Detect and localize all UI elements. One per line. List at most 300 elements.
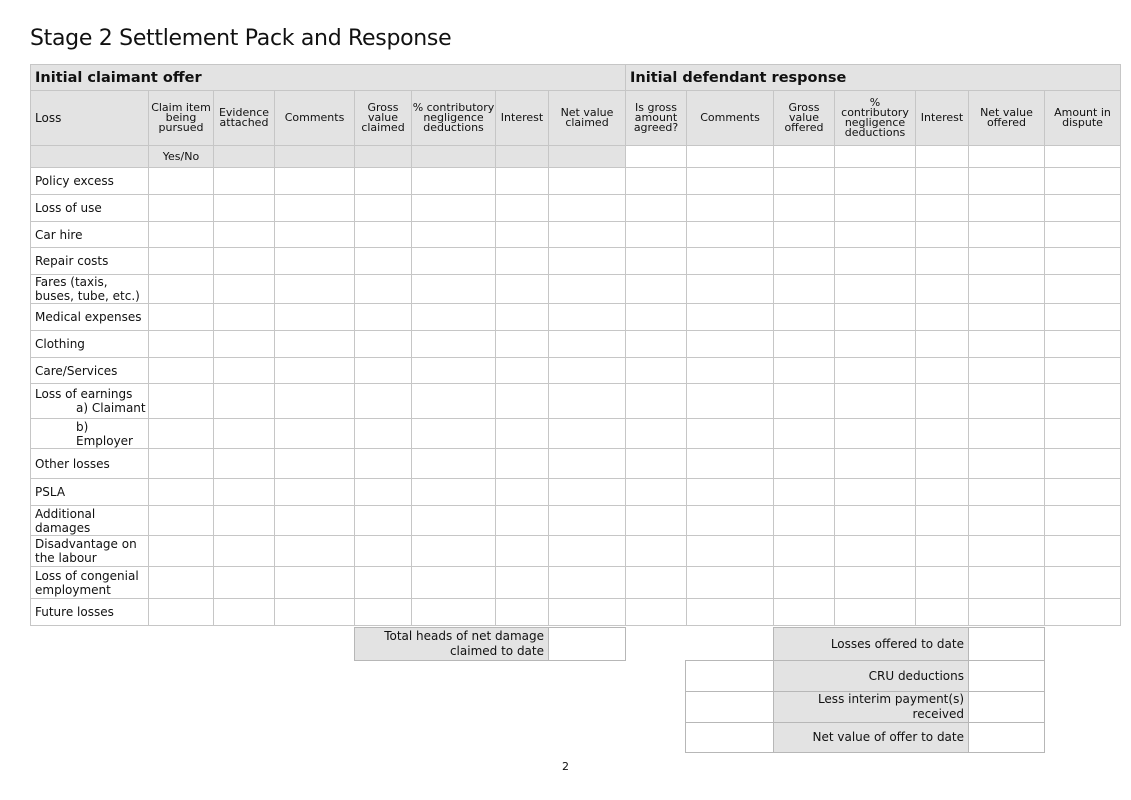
entry-cell[interactable]: [1045, 358, 1121, 384]
entry-cell[interactable]: [355, 222, 412, 248]
entry-cell[interactable]: [626, 536, 687, 567]
entry-cell[interactable]: [835, 222, 916, 248]
row-sublabel-text: a) Claimant: [76, 401, 146, 415]
col-contributory-defendant: % contributory negligence deductions: [835, 91, 916, 146]
table-row: [31, 195, 1121, 222]
table-row: [31, 358, 1121, 384]
entry-cell[interactable]: [149, 168, 214, 195]
entry-cell[interactable]: [214, 449, 275, 479]
entry-cell[interactable]: [1045, 536, 1121, 567]
entry-cell[interactable]: [1045, 599, 1121, 626]
entry-cell[interactable]: [687, 275, 774, 304]
entry-cell[interactable]: [214, 358, 275, 384]
entry-cell[interactable]: [496, 567, 549, 599]
net-offer-label: Net value of offer to date: [774, 723, 969, 753]
entry-cell[interactable]: [916, 195, 969, 222]
entry-cell[interactable]: [275, 479, 355, 506]
table-row: [31, 449, 1121, 479]
row-label-fares: [31, 275, 149, 304]
entry-cell[interactable]: [626, 304, 687, 331]
row-label-text: Car hire: [35, 227, 83, 242]
entry-cell[interactable]: [1045, 506, 1121, 536]
entry-cell[interactable]: [355, 195, 412, 222]
entry-cell[interactable]: [355, 168, 412, 195]
col-claim-item-pursued: Claim item being pursued: [149, 91, 214, 146]
entry-cell[interactable]: [1045, 384, 1121, 419]
row-label-text: Disadvantage on the labour: [35, 537, 137, 565]
entry-cell[interactable]: [355, 536, 412, 567]
entry-cell[interactable]: [969, 195, 1045, 222]
defendant-section-header: Initial defendant response: [626, 65, 1121, 91]
entry-cell[interactable]: [626, 222, 687, 248]
row-label-text: Additional damages: [35, 506, 96, 535]
entry-cell[interactable]: [412, 358, 496, 384]
entry-cell[interactable]: [774, 248, 835, 275]
entry-cell[interactable]: [969, 275, 1045, 304]
entry-cell[interactable]: [916, 222, 969, 248]
entry-cell[interactable]: [275, 248, 355, 275]
table-row: [31, 304, 1121, 331]
entry-cell[interactable]: [969, 536, 1045, 567]
entry-cell[interactable]: [916, 506, 969, 536]
entry-cell[interactable]: [916, 248, 969, 275]
table-row: [31, 275, 1121, 304]
row-label-other: [31, 449, 149, 479]
entry-cell[interactable]: [275, 384, 355, 419]
entry-cell[interactable]: [1045, 304, 1121, 331]
entry-cell[interactable]: [214, 479, 275, 506]
interim-aux-field[interactable]: [686, 692, 774, 723]
col-interest-claimant: Interest: [496, 91, 549, 146]
entry-cell[interactable]: [774, 331, 835, 358]
col-net-value-claimed: Net value claimed: [549, 91, 626, 146]
entry-cell[interactable]: [626, 506, 687, 536]
entry-cell[interactable]: [214, 331, 275, 358]
entry-cell[interactable]: [355, 384, 412, 419]
entry-cell[interactable]: [412, 536, 496, 567]
row-label-earnings-b: [31, 419, 149, 449]
col-gross-agreed: Is gross amount agreed?: [626, 91, 687, 146]
row-label-text: Fares (taxis, buses, tube, etc.): [35, 275, 140, 303]
entry-cell[interactable]: [214, 536, 275, 567]
entry-cell[interactable]: [626, 449, 687, 479]
entry-cell[interactable]: [412, 449, 496, 479]
interim-payment-field[interactable]: [969, 692, 1045, 723]
col-amount-in-dispute: Amount in dispute: [1045, 91, 1121, 146]
col-gross-value-offered: Gross value offered: [774, 91, 835, 146]
entry-cell[interactable]: [214, 275, 275, 304]
entry-cell[interactable]: [835, 419, 916, 449]
row-label-car-hire: [31, 222, 149, 248]
entry-cell[interactable]: [835, 248, 916, 275]
entry-cell[interactable]: [916, 567, 969, 599]
entry-cell[interactable]: [626, 384, 687, 419]
row-label-text: Future losses: [35, 605, 114, 619]
entry-cell[interactable]: [412, 304, 496, 331]
entry-cell[interactable]: [549, 168, 626, 195]
entry-cell[interactable]: [412, 567, 496, 599]
entry-cell[interactable]: [355, 419, 412, 449]
entry-cell[interactable]: [687, 248, 774, 275]
losses-offered-field[interactable]: [969, 628, 1045, 661]
entry-cell[interactable]: [626, 358, 687, 384]
entry-cell[interactable]: [149, 567, 214, 599]
entry-cell[interactable]: [916, 358, 969, 384]
entry-cell[interactable]: [214, 419, 275, 449]
entry-cell[interactable]: [412, 222, 496, 248]
entry-cell[interactable]: [549, 599, 626, 626]
entry-cell[interactable]: [496, 599, 549, 626]
entry-cell[interactable]: [774, 419, 835, 449]
entry-cell[interactable]: [275, 304, 355, 331]
entry-cell[interactable]: [549, 567, 626, 599]
entry-cell[interactable]: [835, 384, 916, 419]
entry-cell[interactable]: [835, 506, 916, 536]
entry-cell[interactable]: [835, 599, 916, 626]
entry-cell[interactable]: [549, 536, 626, 567]
row-label-medical: [31, 304, 149, 331]
entry-cell[interactable]: [969, 506, 1045, 536]
entry-cell[interactable]: [355, 248, 412, 275]
net-offer-aux-field[interactable]: [686, 723, 774, 753]
entry-cell[interactable]: [355, 599, 412, 626]
row-label-text: Medical expenses: [35, 310, 142, 324]
entry-cell[interactable]: [275, 599, 355, 626]
entry-cell[interactable]: [355, 304, 412, 331]
row-label-loss-of-use: [31, 195, 149, 222]
table-row: [31, 567, 1121, 599]
col-comments-claimant: Comments: [275, 91, 355, 146]
entry-cell[interactable]: [774, 358, 835, 384]
entry-cell[interactable]: [549, 419, 626, 449]
entry-cell[interactable]: [355, 275, 412, 304]
col-contributory-claimant: % contributory negligence deductions: [412, 91, 496, 146]
entry-cell[interactable]: [275, 195, 355, 222]
entry-cell[interactable]: [214, 599, 275, 626]
entry-cell[interactable]: [835, 168, 916, 195]
entry-cell[interactable]: [916, 419, 969, 449]
entry-cell[interactable]: [774, 384, 835, 419]
entry-cell[interactable]: [149, 331, 214, 358]
entry-cell[interactable]: [549, 248, 626, 275]
entry-cell[interactable]: [496, 222, 549, 248]
entry-cell[interactable]: [774, 275, 835, 304]
entry-cell[interactable]: [549, 222, 626, 248]
entry-cell[interactable]: [626, 168, 687, 195]
entry-cell[interactable]: [496, 358, 549, 384]
entry-cell[interactable]: [275, 222, 355, 248]
entry-cell[interactable]: [496, 536, 549, 567]
entry-cell[interactable]: [275, 168, 355, 195]
total-net-damage-field[interactable]: [549, 628, 626, 661]
entry-cell[interactable]: [549, 275, 626, 304]
claimant-total-table: [354, 627, 626, 661]
entry-cell[interactable]: [626, 419, 687, 449]
entry-cell[interactable]: [835, 275, 916, 304]
col-net-value-offered: Net value offered: [969, 91, 1045, 146]
entry-cell[interactable]: [355, 567, 412, 599]
table-row: [31, 384, 1121, 419]
entry-cell[interactable]: [626, 567, 687, 599]
row-label-text: Loss of congenial employment: [35, 568, 139, 597]
entry-cell[interactable]: [549, 195, 626, 222]
entry-cell[interactable]: [1045, 479, 1121, 506]
entry-cell[interactable]: [687, 449, 774, 479]
entry-cell[interactable]: [774, 449, 835, 479]
row-label-text: Other losses: [35, 456, 110, 471]
row-label-care: [31, 358, 149, 384]
interim-payment-label: Less interim payment(s) received: [774, 692, 969, 723]
entry-cell[interactable]: [626, 331, 687, 358]
entry-cell[interactable]: [969, 248, 1045, 275]
entry-cell[interactable]: [549, 358, 626, 384]
entry-cell[interactable]: [687, 506, 774, 536]
entry-cell[interactable]: [1045, 248, 1121, 275]
table-row: [31, 479, 1121, 506]
entry-cell[interactable]: [214, 567, 275, 599]
entry-cell[interactable]: [496, 275, 549, 304]
row-label-additional: [31, 506, 149, 536]
entry-cell[interactable]: [774, 168, 835, 195]
entry-cell[interactable]: [412, 195, 496, 222]
entry-cell[interactable]: [626, 248, 687, 275]
entry-cell[interactable]: [149, 222, 214, 248]
entry-cell[interactable]: [626, 479, 687, 506]
entry-cell[interactable]: [969, 599, 1045, 626]
entry-cell[interactable]: [1045, 449, 1121, 479]
entry-cell[interactable]: [969, 331, 1045, 358]
col-gross-value-claimed: Gross value claimed: [355, 91, 412, 146]
table-row: [31, 419, 1121, 449]
entry-cell[interactable]: [969, 222, 1045, 248]
entry-cell[interactable]: [355, 358, 412, 384]
entry-cell[interactable]: [626, 195, 687, 222]
entry-cell[interactable]: [687, 331, 774, 358]
entry-cell[interactable]: [496, 331, 549, 358]
settlement-table: [30, 64, 1121, 626]
entry-cell[interactable]: [549, 384, 626, 419]
entry-cell[interactable]: [496, 168, 549, 195]
table-row: [31, 599, 1121, 626]
entry-cell[interactable]: [149, 599, 214, 626]
entry-cell[interactable]: [549, 479, 626, 506]
entry-cell[interactable]: [275, 536, 355, 567]
entry-cell[interactable]: [916, 168, 969, 195]
entry-cell[interactable]: [774, 479, 835, 506]
page-number: 2: [562, 760, 569, 773]
entry-cell[interactable]: [1045, 195, 1121, 222]
entry-cell[interactable]: [774, 567, 835, 599]
entry-cell[interactable]: [1045, 567, 1121, 599]
entry-cell[interactable]: [275, 275, 355, 304]
entry-cell[interactable]: [916, 331, 969, 358]
losses-offered-label: Losses offered to date: [774, 628, 969, 661]
entry-cell[interactable]: [496, 449, 549, 479]
entry-cell[interactable]: [149, 479, 214, 506]
entry-cell[interactable]: [214, 304, 275, 331]
entry-cell[interactable]: [149, 419, 214, 449]
entry-cell[interactable]: [835, 331, 916, 358]
table-row: [31, 506, 1121, 536]
entry-cell[interactable]: [496, 419, 549, 449]
entry-cell[interactable]: [355, 479, 412, 506]
entry-cell[interactable]: [355, 449, 412, 479]
entry-cell[interactable]: [214, 248, 275, 275]
entry-cell[interactable]: [412, 331, 496, 358]
entry-cell[interactable]: [687, 536, 774, 567]
entry-cell[interactable]: [774, 222, 835, 248]
entry-cell[interactable]: [412, 248, 496, 275]
entry-cell[interactable]: [214, 506, 275, 536]
entry-cell[interactable]: [916, 275, 969, 304]
row-label-repair-costs: [31, 248, 149, 275]
entry-cell[interactable]: [916, 599, 969, 626]
entry-cell[interactable]: [916, 384, 969, 419]
entry-cell[interactable]: [412, 384, 496, 419]
entry-cell[interactable]: [1045, 222, 1121, 248]
entry-cell[interactable]: [774, 304, 835, 331]
entry-cell[interactable]: [969, 419, 1045, 449]
entry-cell[interactable]: [626, 599, 687, 626]
entry-cell[interactable]: [496, 248, 549, 275]
entry-cell[interactable]: [969, 567, 1045, 599]
row-label-disadvantage: [31, 536, 149, 567]
entry-cell[interactable]: [149, 384, 214, 419]
entry-cell[interactable]: [687, 419, 774, 449]
entry-cell[interactable]: [496, 195, 549, 222]
entry-cell[interactable]: [496, 479, 549, 506]
entry-cell[interactable]: [687, 599, 774, 626]
entry-cell[interactable]: [687, 384, 774, 419]
entry-cell[interactable]: [214, 168, 275, 195]
entry-cell[interactable]: [149, 506, 214, 536]
col-loss: Loss: [31, 91, 149, 146]
entry-cell[interactable]: [916, 536, 969, 567]
entry-cell[interactable]: [1045, 331, 1121, 358]
entry-cell[interactable]: [412, 479, 496, 506]
entry-cell[interactable]: [412, 419, 496, 449]
entry-cell[interactable]: [149, 358, 214, 384]
entry-cell[interactable]: [774, 506, 835, 536]
entry-cell[interactable]: [916, 304, 969, 331]
defendant-totals-table: [685, 627, 1045, 753]
entry-cell[interactable]: [969, 168, 1045, 195]
entry-cell[interactable]: [969, 304, 1045, 331]
row-label-psla: [31, 479, 149, 506]
entry-cell[interactable]: [496, 384, 549, 419]
table-row: [31, 248, 1121, 275]
entry-cell[interactable]: [275, 358, 355, 384]
row-label-text: Loss of earnings: [35, 387, 133, 401]
entry-cell[interactable]: [835, 536, 916, 567]
entry-cell[interactable]: [496, 506, 549, 536]
table-row: [31, 331, 1121, 358]
entry-cell[interactable]: [916, 479, 969, 506]
cru-aux-field[interactable]: [686, 661, 774, 692]
entry-cell[interactable]: [549, 449, 626, 479]
entry-cell[interactable]: [355, 331, 412, 358]
table-row: [31, 536, 1121, 567]
row-label-clothing: [31, 331, 149, 358]
entry-cell[interactable]: [214, 222, 275, 248]
entry-cell[interactable]: [969, 384, 1045, 419]
row-label-text: PSLA: [35, 485, 66, 499]
row-label-earnings: [31, 384, 149, 419]
yes-no-hint: Yes/No: [149, 146, 214, 168]
entry-cell[interactable]: [214, 195, 275, 222]
entry-cell[interactable]: [774, 536, 835, 567]
entry-cell[interactable]: [275, 331, 355, 358]
entry-cell[interactable]: [687, 479, 774, 506]
entry-cell[interactable]: [687, 222, 774, 248]
entry-cell[interactable]: [687, 195, 774, 222]
entry-cell[interactable]: [969, 449, 1045, 479]
entry-cell[interactable]: [412, 275, 496, 304]
entry-cell[interactable]: [1045, 275, 1121, 304]
entry-cell[interactable]: [835, 304, 916, 331]
row-label-text: Care/Services: [35, 363, 118, 378]
entry-cell[interactable]: [412, 599, 496, 626]
entry-cell[interactable]: [916, 449, 969, 479]
entry-cell[interactable]: [835, 449, 916, 479]
entry-cell[interactable]: [149, 536, 214, 567]
entry-cell[interactable]: [835, 358, 916, 384]
page-title: Stage 2 Settlement Pack and Response: [30, 26, 452, 51]
entry-cell[interactable]: [549, 304, 626, 331]
cru-deductions-field[interactable]: [969, 661, 1045, 692]
row-label-text: Clothing: [35, 337, 85, 351]
entry-cell[interactable]: [149, 304, 214, 331]
entry-cell[interactable]: [835, 567, 916, 599]
entry-cell[interactable]: [496, 304, 549, 331]
row-label-text: Policy excess: [35, 174, 114, 188]
entry-cell[interactable]: [149, 195, 214, 222]
entry-cell[interactable]: [149, 248, 214, 275]
entry-cell[interactable]: [687, 168, 774, 195]
entry-cell[interactable]: [214, 384, 275, 419]
entry-cell[interactable]: [969, 358, 1045, 384]
entry-cell[interactable]: [969, 479, 1045, 506]
entry-cell[interactable]: [626, 275, 687, 304]
col-comments-defendant: Comments: [687, 91, 774, 146]
entry-cell[interactable]: [835, 479, 916, 506]
entry-cell[interactable]: [275, 449, 355, 479]
entry-cell[interactable]: [355, 506, 412, 536]
entry-cell[interactable]: [275, 419, 355, 449]
entry-cell[interactable]: [275, 567, 355, 599]
claimant-section-header: Initial claimant offer: [31, 65, 626, 91]
entry-cell[interactable]: [275, 506, 355, 536]
entry-cell[interactable]: [687, 358, 774, 384]
entry-cell[interactable]: [687, 304, 774, 331]
table-row: [31, 222, 1121, 248]
entry-cell[interactable]: [549, 331, 626, 358]
entry-cell[interactable]: [774, 195, 835, 222]
entry-cell[interactable]: [412, 506, 496, 536]
entry-cell[interactable]: [1045, 168, 1121, 195]
entry-cell[interactable]: [835, 195, 916, 222]
entry-cell[interactable]: [149, 449, 214, 479]
entry-cell[interactable]: [687, 567, 774, 599]
entry-cell[interactable]: [149, 275, 214, 304]
entry-cell[interactable]: [774, 599, 835, 626]
entry-cell[interactable]: [412, 168, 496, 195]
net-offer-field[interactable]: [969, 723, 1045, 753]
entry-cell[interactable]: [1045, 419, 1121, 449]
total-net-damage-label: Total heads of net damage claimed to date: [355, 628, 549, 661]
entry-cell[interactable]: [549, 506, 626, 536]
row-label-text: b) Employer: [76, 419, 133, 448]
